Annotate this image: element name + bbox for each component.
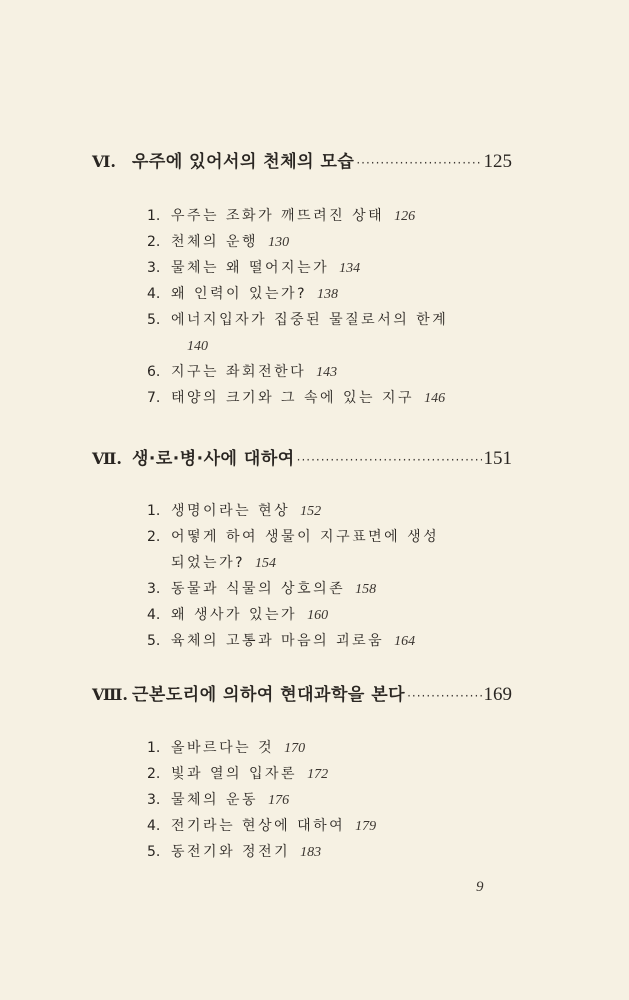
item-page-number: 170 [284, 741, 306, 756]
item-page-number: 164 [394, 634, 416, 649]
item-page-number: 152 [300, 504, 322, 519]
toc-items-6 [147, 203, 507, 411]
item-title: 왜 생사가 있는가 [171, 607, 298, 623]
item-continuation [147, 550, 507, 577]
toc-item [147, 255, 507, 281]
item-page-number: 172 [307, 767, 329, 782]
section-heading [92, 150, 512, 174]
section-page-number: 169 [483, 684, 512, 705]
dot-leader [297, 452, 482, 468]
section-roman-numeral: Ⅷ. [92, 685, 128, 704]
item-title: 지구는 좌회전한다 [171, 364, 307, 380]
item-title: 물체는 왜 떨어지는가 [171, 260, 330, 276]
toc-item [147, 307, 507, 357]
item-title: 동물과 식물의 상호의존 [171, 581, 346, 597]
item-title: 동전기와 정전기 [171, 844, 291, 860]
item-page-number: 158 [355, 582, 377, 597]
toc-section-6 [92, 150, 512, 174]
item-page-number: 146 [424, 391, 446, 406]
item-title: 천체의 운행 [171, 234, 259, 250]
item-page-number: 126 [394, 209, 416, 224]
toc-items-8 [147, 735, 507, 865]
toc-item [147, 628, 507, 654]
item-number: 2. [147, 234, 161, 250]
item-number: 1. [147, 740, 161, 756]
item-number: 4. [147, 286, 161, 302]
item-number: 3. [147, 581, 161, 597]
item-number: 1. [147, 208, 161, 224]
item-number: 7. [147, 390, 161, 406]
section-heading [92, 447, 512, 471]
dot-leader [356, 155, 481, 171]
item-page-number: 183 [300, 845, 322, 860]
toc-item [147, 229, 507, 255]
item-page-number: 140 [187, 339, 208, 354]
toc-section-7 [92, 447, 512, 471]
item-title: 물체의 운동 [171, 792, 259, 808]
item-number: 4. [147, 607, 161, 623]
item-title: 올바르다는 것 [171, 740, 275, 756]
item-page-number: 179 [355, 819, 377, 834]
toc-item [147, 839, 507, 865]
item-number: 6. [147, 364, 161, 380]
item-title: 태양의 크기와 그 속에 있는 지구 [171, 390, 415, 406]
item-number: 2. [147, 766, 161, 782]
item-page-number: 160 [307, 608, 329, 623]
toc-item [147, 359, 507, 385]
section-roman-numeral: Ⅶ. [92, 449, 122, 468]
item-number: 5. [147, 312, 161, 328]
item-page-number: 130 [268, 235, 290, 250]
item-title: 에너지입자가 집중된 물질로서의 한계 [171, 312, 449, 328]
item-number: 5. [147, 844, 161, 860]
item-number: 1. [147, 503, 161, 519]
toc-item [147, 761, 507, 787]
toc-item [147, 203, 507, 229]
item-title: 어떻게 하여 생물이 지구표면에 생성 [171, 529, 440, 545]
toc-item [147, 787, 507, 813]
toc-item [147, 524, 507, 576]
item-number: 3. [147, 260, 161, 276]
item-number: 3. [147, 792, 161, 808]
item-page-number: 134 [339, 261, 361, 276]
item-page-number: 176 [268, 793, 290, 808]
section-heading [92, 683, 512, 707]
section-title: 생·로·병·사에 대하여 [132, 449, 295, 469]
section-title: 근본도리에 의하여 현대과학을 본다 [132, 685, 406, 705]
toc-item [147, 576, 507, 602]
toc-item [147, 281, 507, 307]
item-title: 전기라는 현상에 대하여 [171, 818, 346, 834]
toc-item [147, 498, 507, 524]
section-roman-numeral: Ⅵ. [92, 152, 116, 171]
item-title: 생명이라는 현상 [171, 503, 291, 519]
item-title: 육체의 고통과 마음의 괴로움 [171, 633, 385, 649]
item-page-number: 143 [316, 365, 338, 380]
toc-item [147, 813, 507, 839]
section-page-number: 125 [483, 151, 512, 172]
item-continuation [147, 333, 507, 360]
page-number: 9 [476, 879, 484, 895]
item-page-number: 138 [317, 287, 338, 302]
toc-section-8 [92, 683, 512, 707]
dot-leader [407, 688, 481, 704]
toc-item [147, 735, 507, 761]
toc-item [147, 385, 507, 411]
item-number: 4. [147, 818, 161, 834]
item-number: 5. [147, 633, 161, 649]
section-title: 우주에 있어서의 천체의 모습 [132, 152, 355, 172]
section-page-number: 151 [483, 448, 512, 469]
item-title: 왜 인력이 있는가? [171, 286, 307, 302]
toc-item [147, 602, 507, 628]
item-number: 2. [147, 529, 161, 545]
item-page-number: 154 [255, 556, 277, 571]
toc-items-7 [147, 498, 507, 654]
item-title-line2: 되었는가? [171, 555, 246, 571]
item-title: 우주는 조화가 깨뜨려진 상태 [171, 208, 385, 224]
item-title: 빛과 열의 입자론 [171, 766, 298, 782]
